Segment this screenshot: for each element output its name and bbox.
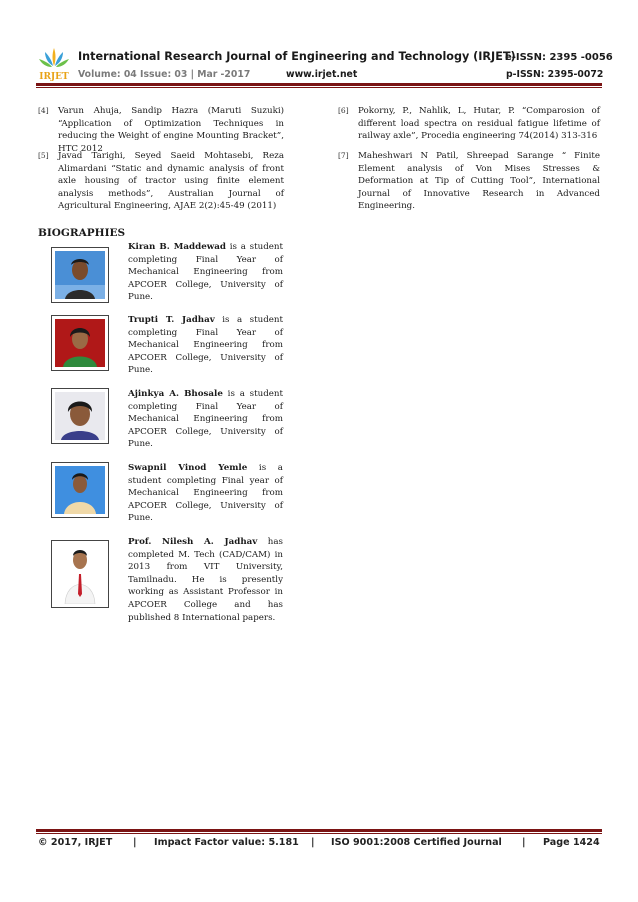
biography-entry <box>128 314 283 377</box>
footer-rule-thin <box>36 833 602 834</box>
header-rule <box>36 83 602 86</box>
author-photo <box>51 388 109 444</box>
footer-impact-factor: Impact Factor value: 5.181 <box>154 837 299 848</box>
journal-title: International Research Journal of Engineering and Technology (IRJET) <box>78 50 516 63</box>
author-name: Prof. Nilesh A. Jadhav <box>128 537 258 547</box>
reference-number: [4] <box>38 106 49 115</box>
reference-item <box>38 150 284 213</box>
p-issn: p-ISSN: 2395-0072 <box>506 69 604 80</box>
author-name: Swapnil Vinod Yemle <box>128 463 248 473</box>
reference-item <box>338 105 600 143</box>
footer-rule <box>36 829 602 832</box>
reference-number: [5] <box>38 151 49 160</box>
author-photo <box>51 315 109 371</box>
reference-number: [7] <box>338 151 349 160</box>
footer-separator: | <box>311 837 315 848</box>
biography-entry <box>128 241 283 304</box>
biography-entry <box>128 388 283 451</box>
website: www.irjet.net <box>286 69 358 80</box>
reference-text: Javad Tarighi, Seyed Saeid Mohtasebi, Reza Alimardani “Static and dynamic analysis of front axle housing of tractor using finite element analysis methods”, Australian Journal of Agricultural Engineering, AJAE 2(2):45-49 (2011) <box>58 151 284 212</box>
reference-item <box>338 150 600 213</box>
biography-text: is a student completing Final Year of Mechanical Engineering from APCOER College, University of Pune. <box>128 242 283 303</box>
footer-iso: ISO 9001:2008 Certified Journal <box>331 837 502 848</box>
reference-item <box>38 105 284 155</box>
biographies-heading: BIOGRAPHIES <box>38 227 126 239</box>
biography-entry <box>128 536 283 624</box>
author-name: Trupti T. Jadhav <box>128 315 215 325</box>
author-name: Kiran B. Maddewad <box>128 242 226 252</box>
author-photo <box>51 247 109 303</box>
biography-entry <box>128 462 283 525</box>
author-photo <box>51 540 109 608</box>
author-photo <box>51 462 109 518</box>
reference-text: Pokorny, P., Nahlik, L, Hutar, P. “Comparosion of different load spectra on residual fatigue lifetime of railway axle”, Procedia engineering 74(2014) 313-316 <box>358 106 600 142</box>
reference-text: Maheshwari N Patil, Shreepad Sarange “ Finite Element analysis of Von Mises Stresses & Deformation at Tip of Cutting Tool”, International Journal of Innovative Research in Advanced Engineering. <box>358 151 600 212</box>
footer-separator: | <box>133 837 137 848</box>
footer-separator: | <box>522 837 526 848</box>
biography-text: is a student completing Final Year of Mechanical Engineering from APCOER College, University of Pune. <box>128 389 283 450</box>
author-name: Ajinkya A. Bhosale <box>128 389 223 399</box>
reference-text: Varun Ahuja, Sandip Hazra (Maruti Suzuki) “Application of Optimization Techniques in reducing the Weight of engine Mounting Bracket”, HTC 2012 <box>58 106 284 154</box>
volume-issue: Volume: 04 Issue: 03 | Mar -2017 <box>78 69 251 80</box>
footer-page-number: Page 1424 <box>543 837 600 848</box>
biography-text: is a student completing Final year of Mechanical Engineering from APCOER College, University of Pune. <box>128 463 283 524</box>
biography-text: is a student completing Final Year of Mechanical Engineering from APCOER College, University of Pune. <box>128 315 283 376</box>
logo-text: IRJET <box>39 72 69 82</box>
footer-copyright: © 2017, IRJET <box>38 837 113 848</box>
header-rule-thin <box>36 87 602 88</box>
biography-text: has completed M. Tech (CAD/CAM) in 2013 from VIT University, Tamilnadu. He is presently working as Assistant Professor in APCOER College and has published 8 International papers. <box>128 537 284 623</box>
e-issn: e-ISSN: 2395 -0056 <box>505 52 613 63</box>
reference-number: [6] <box>338 106 349 115</box>
journal-logo <box>36 44 72 82</box>
